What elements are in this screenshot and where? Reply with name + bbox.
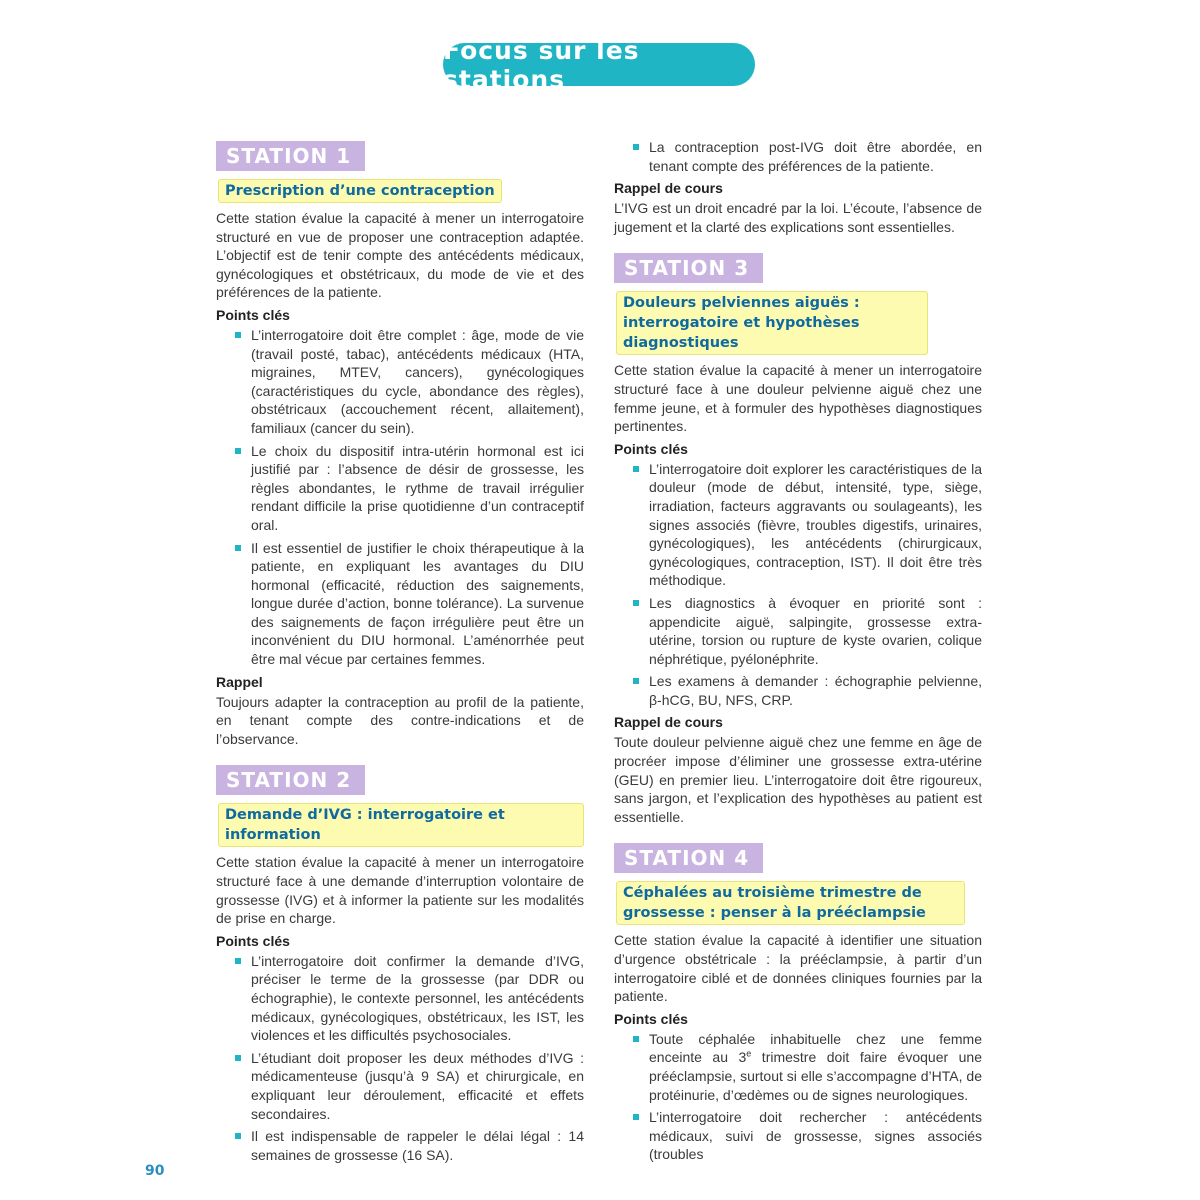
station-1-points (216, 326, 584, 669)
station-2-points (216, 952, 584, 1165)
station-2-label: STATION 2 (216, 765, 365, 795)
bullet-square-icon (633, 600, 639, 606)
station-3-intro: Cette station évalue la capacité à mener un interrogatoire structuré face à une douleur pelvienne aiguë chez une femme jeune, et à formuler des hypothèses diagnostiques pertinentes. (614, 362, 982, 435)
right-column (614, 138, 982, 1168)
station-2-reminder: L’IVG est un droit encadré par la loi. L’écoute, l’absence de jugement et la clarté des explications sont essentielles. (614, 200, 982, 235)
list-item: Il est essentiel de justifier le choix thérapeutique à la patiente, en expliquant les avantages du DIU hormonal (efficacité, réduction des saignements, longue durée d’action, bonne tolérance). La survenue des saignements de façon irrégulière peut être un inconvénient du DIU hormonal. L’aménorrhée peut être mal vécue par certaines femmes. (216, 539, 584, 669)
list-item: L’étudiant doit proposer les deux méthodes d’IVG : médicamenteuse (jusqu’à 9 SA) et chirurgicale, en expliquant leur déroulement, efficacité et effets secondaires. (216, 1049, 584, 1123)
list-item: L’interrogatoire doit être complet : âge, mode de vie (travail posté, tabac), antécédents médicaux (HTA, migraines, MTEV, cancers), gynécologiques (caractéristiques du cycle, abondance des règles), obstétricaux (accouchement récent, allaitement), familiaux (cancer du sein). (216, 326, 584, 438)
station-2-points-heading: Points clés (216, 932, 290, 949)
station-3-label: STATION 3 (614, 253, 763, 283)
bullet-square-icon (235, 1133, 241, 1139)
station-3-points (614, 460, 982, 710)
bullet-square-icon (633, 678, 639, 684)
station-1-reminder-heading: Rappel (216, 673, 263, 690)
list-item: Le choix du dispositif intra-utérin hormonal est ici justifié par : l’absence de désir de grossesse, les règles abondantes, le rythme de travail irrégulier rendant difficile la prise quotidienne d’un contraceptif oral. (216, 442, 584, 535)
station-4-points (614, 1030, 982, 1164)
list-item: Les examens à demander : échographie pelvienne, β-hCG, BU, NFS, CRP. (614, 672, 982, 709)
station-1-intro: Cette station évalue la capacité à mener un interrogatoire structuré en vue de proposer une contraception adaptée. L’objectif est de tenir compte des antécédents médicaux, gynécologiques et obstétricaux, du mode de vie et des préférences de la patiente. (216, 210, 584, 301)
station-1-reminder: Toujours adapter la contraception au profil de la patiente, en tenant compte des contre-indications et de l’observance. (216, 693, 584, 747)
bullet-square-icon (235, 448, 241, 454)
station-4-title: Céphalées au troisième trimestre de grossesse : penser à la prééclampsie (616, 881, 965, 925)
station-3-reminder-heading: Rappel de cours (614, 714, 723, 731)
list-item: Toute céphalée inhabituelle chez une femme enceinte au 3e trimestre doit faire évoquer une prééclampsie, surtout si elle s’accompagne d’HTA, de protéinurie, d’œdèmes ou de signes neurologiques. (614, 1030, 982, 1104)
station-2-intro: Cette station évalue la capacité à mener un interrogatoire structuré face à une demande d’interruption volontaire de grossesse (IVG) et à informer la patiente sur les modalités de prise en charge. (216, 854, 584, 927)
bullet-square-icon (633, 144, 639, 150)
page-header-banner (443, 35, 755, 94)
list-item: L’interrogatoire doit explorer les caractéristiques de la douleur (mode de début, intensité, type, siège, irradiation, facteurs aggravants ou soulageants), les signes associés (fièvre, troubles digestifs, urinaires, gynécologiques), les antécédents (chirurgicaux, gynécologiques, contraception, IST). Il doit être très méthodique. (614, 460, 982, 590)
list-item: Il est indispensable de rappeler le délai légal : 14 semaines de grossesse (16 SA). (216, 1127, 584, 1164)
bullet-square-icon (235, 958, 241, 964)
bullet-square-icon (633, 1114, 639, 1120)
station-4-intro: Cette station évalue la capacité à identifier une situation d’urgence obstétricale : la prééclampsie, à partir d’un interrogatoire ciblé et de données cliniques fournies par la patiente. (614, 932, 982, 1005)
page-number: 90 (145, 1163, 165, 1179)
list-item: L’interrogatoire doit rechercher : antécédents médicaux, suivi de grossesse, signes associés (troubles (614, 1108, 982, 1164)
station-3-points-heading: Points clés (614, 440, 688, 457)
bullet-square-icon (235, 332, 241, 338)
station-4-points-heading: Points clés (614, 1010, 688, 1027)
list-item: L’interrogatoire doit confirmer la demande d’IVG, préciser le terme de la grossesse (par DDR ou échographie), le contexte personnel, les antécédents médicaux, gynécologiques, obstétricaux, les IST, les violences et les difficultés psychosociales. (216, 952, 584, 1045)
station-2-title: Demande d’IVG : interrogatoire et information (218, 803, 584, 847)
station-1-points-heading: Points clés (216, 306, 290, 323)
left-column (216, 138, 584, 1168)
station-1-title: Prescription d’une contraception (218, 179, 502, 203)
list-item: La contraception post-IVG doit être abordée, en tenant compte des préférences de la patiente. (614, 138, 982, 175)
bullet-square-icon (633, 1036, 639, 1042)
station-3-reminder: Toute douleur pelvienne aiguë chez une femme en âge de procréer impose d’éliminer une grossesse extra-utérine (GEU) en premier lieu. L’interrogatoire doit être rigoureux, sans jargon, et l’explication des hypothèses au patient est essentielle. (614, 734, 982, 825)
page-header-title: Focus sur les stations (443, 35, 640, 94)
bullet-square-icon (633, 466, 639, 472)
station-1-label: STATION 1 (216, 141, 365, 171)
bullet-square-icon (235, 1055, 241, 1061)
station-2-reminder-heading: Rappel de cours (614, 180, 723, 197)
station-4-label: STATION 4 (614, 843, 763, 873)
station-3-title: Douleurs pelviennes aiguës : interrogatoire et hypothèses diagnostiques (616, 291, 928, 355)
station-2-points-continued (614, 138, 982, 175)
bullet-square-icon (235, 545, 241, 551)
list-item: Les diagnostics à évoquer en priorité sont : appendicite aiguë, salpingite, grossesse extra-utérine, torsion ou rupture de kyste ovarien, colique néphrétique, pyélonéphrite. (614, 594, 982, 668)
